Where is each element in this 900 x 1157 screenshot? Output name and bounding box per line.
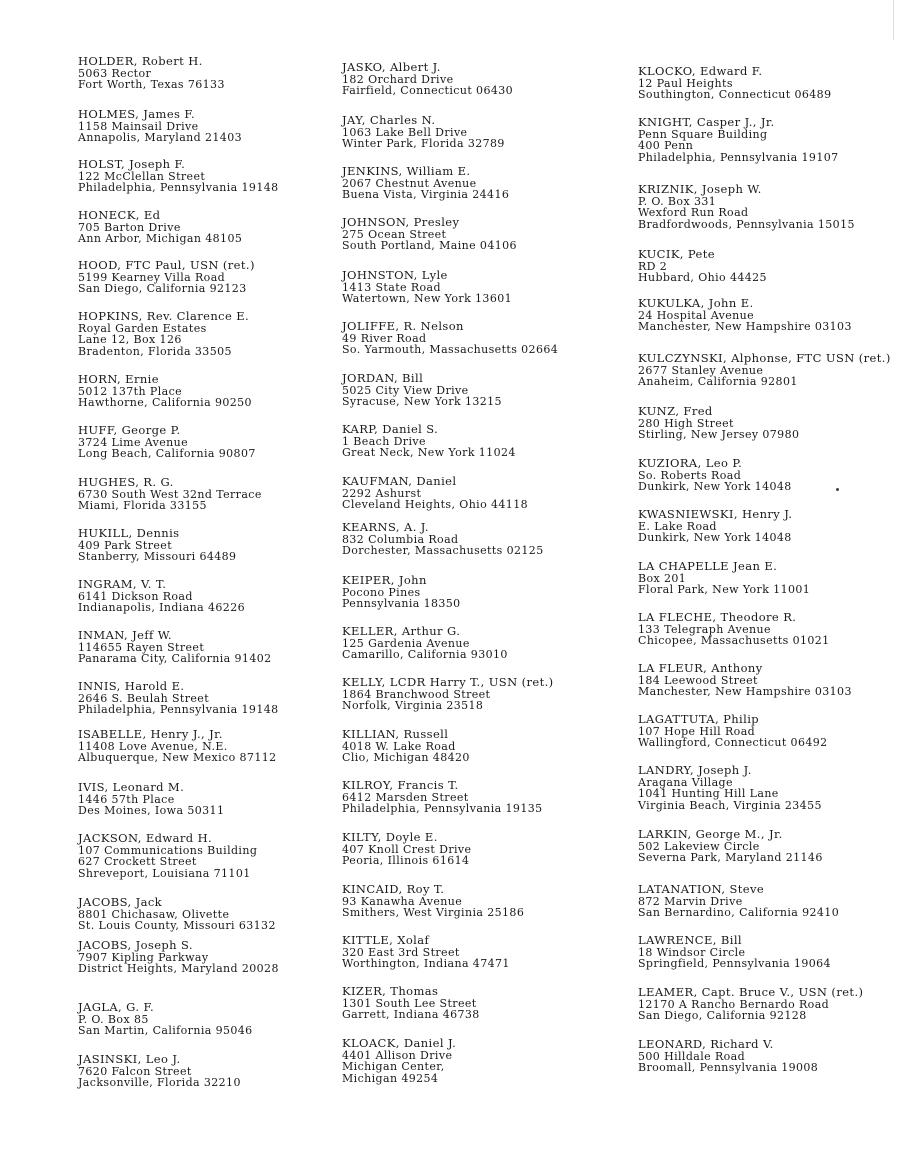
entry-address: 2646 S. Beulah Street [78,691,210,705]
entry-city: Philadelphia, Pennsylvania 19148 [78,703,279,716]
entry-city: Philadelphia, Pennsylvania 19107 [638,150,839,164]
entry-city: Bradenton, Florida 33505 [78,344,232,358]
entry-address: 1864 Branchwood Street [342,687,491,701]
entry-name: HOOD, FTC Paul, USN (ret.) [78,258,255,272]
entry-address: 12170 A Rancho Bernardo Road [638,997,830,1011]
entry-city: Shreveport, Louisiana 71101 [78,866,251,880]
entry-name: IVIS, Leonard M. [78,780,185,794]
directory-entry [638,353,891,388]
directory-entry [78,260,255,295]
directory-entry [78,630,272,665]
directory-entry [78,425,256,460]
entry-name: KAUFMAN, Daniel [342,474,457,488]
entry-city: Michigan 49254 [342,1071,439,1085]
entry-address: 4018 W. Lake Road [342,739,456,753]
entry-name: JAGLA, G. F. [78,1000,155,1014]
entry-name: KEIPER, John [342,573,427,587]
entry-address: 400 Penn [638,139,694,152]
ink-speck [836,488,839,491]
entry-address: 2292 Ashurst [342,486,422,500]
directory-entry [342,115,505,150]
entry-address: 1301 South Lee Street [342,996,477,1010]
entry-name: ISABELLE, Henry J., Jr. [78,727,223,741]
entry-name: KLOACK, Daniel J. [342,1036,457,1050]
entry-address: 407 Knoll Crest Drive [342,842,472,856]
entry-city: Buena Vista, Virginia 24416 [342,188,510,201]
directory-entry [638,249,767,284]
entry-name: KITTLE, Xolaf [342,933,430,947]
entry-city: Virginia Beach, Virginia 23455 [638,798,822,812]
entry-city: Jacksonville, Florida 32210 [78,1076,241,1089]
entry-name: HOLST, Joseph F. [78,157,186,171]
entry-city: Dunkirk, New York 14048 [638,480,792,493]
directory-entry [342,780,543,815]
directory-entry [638,765,822,811]
directory-entry [638,509,792,544]
entry-city: Panarama City, California 91402 [78,652,272,665]
entry-name: INNIS, Harold E. [78,679,185,693]
entry-name: LA FLEUR, Anthony [638,661,763,675]
entry-city: Syracuse, New York 13215 [342,395,502,408]
entry-name: JOLIFFE, R. Nelson [342,319,464,333]
entry-address: 6141 Dickson Road [78,589,193,603]
entry-address: 1413 State Road [342,280,441,294]
directory-entry [78,579,245,614]
directory-entry [78,311,249,357]
entry-name: JACOBS, Joseph S. [78,938,193,952]
entry-address: 5012 137th Place [78,384,183,398]
entry-address: 182 Orchard Drive [342,72,454,86]
directory-entry [638,935,831,970]
entry-city: Long Beach, California 90807 [78,447,256,460]
entry-address: 24 Hospital Avenue [638,308,755,322]
entry-name: HOLMES, James F. [78,107,196,121]
entry-address: Wexford Run Road [638,206,749,219]
entry-address: 5199 Kearney Villa Road [78,270,226,284]
directory-entry [78,1002,253,1037]
entry-name: KELLY, LCDR Harry T., USN (ret.) [342,675,554,689]
entry-city: Wallingford, Connecticut 06492 [638,736,828,749]
directory-entry [78,477,262,512]
directory-entry [78,833,257,879]
directory-entry [342,626,508,661]
entry-address: 872 Marvin Drive [638,894,743,908]
directory-entry [638,184,855,230]
entry-address: 107 Communications Building [78,843,258,857]
directory-entry [342,522,544,557]
entry-name: KINCAID, Roy T. [342,882,445,896]
entry-city: Albuquerque, New Mexico 87112 [78,751,277,764]
entry-name: JENKINS, William E. [342,164,471,178]
entry-name: JAY, Charles N. [342,113,436,127]
entry-city: Worthington, Indiana 47471 [342,957,510,970]
entry-address: 125 Gardenia Avenue [342,636,470,650]
entry-name: KUKULKA, John E. [638,296,754,310]
directory-entry [78,109,242,144]
entry-city: Manchester, New Hampshire 03103 [638,685,852,698]
entry-name: KILLIAN, Russell [342,727,449,741]
directory-entry [638,987,863,1022]
entry-city: San Diego, California 92128 [638,1009,807,1022]
directory-entry [342,217,517,252]
entry-city: Dunkirk, New York 14048 [638,531,792,544]
entry-address: 500 Hilldale Road [638,1049,746,1063]
entry-name: HUKILL, Dennis [78,526,180,540]
entry-name: KLOCKO, Edward F. [638,64,763,78]
entry-address: 133 Telegraph Avenue [638,622,771,636]
entry-address: Penn Square Building [638,127,768,141]
directory-entry [342,884,524,919]
entry-address: 7620 Falcon Street [78,1064,192,1078]
entry-address: 4401 Allison Drive [342,1048,453,1062]
directory-entry [342,677,554,712]
entry-city: San Martin, California 95046 [78,1024,253,1037]
entry-city: Des Moines, Iowa 50311 [78,804,225,817]
entry-address: 5063 Rector [78,66,152,80]
directory-entry [78,897,276,932]
entry-name: INMAN, Jeff W. [78,628,172,642]
entry-city: Stirling, New Jersey 07980 [638,428,800,441]
directory-entry [638,612,830,647]
entry-address: 184 Leewood Street [638,673,758,687]
entry-address: 93 Kanawha Avenue [342,894,463,908]
entry-name: KIZER, Thomas [342,984,439,998]
entry-address: 1041 Hunting Hill Lane [638,787,779,800]
entry-name: KARP, Daniel S. [342,422,439,436]
entry-city: Chicopee, Massachusetts 01021 [638,634,830,647]
directory-entry [342,729,470,764]
entry-city: Springfield, Pennsylvania 19064 [638,957,831,970]
entry-city: San Bernardino, California 92410 [638,906,840,919]
entry-address: Box 201 [638,571,687,585]
entry-address: Lane 12, Box 126 [78,333,182,346]
entry-address: 2067 Chestnut Avenue [342,176,477,190]
directory-entry [638,458,792,493]
entry-name: KUNZ, Fred [638,404,713,418]
entry-name: LA FLECHE, Theodore R. [638,610,797,624]
entry-name: KILTY, Doyle E. [342,830,438,844]
entry-name: JOHNSON, Presley [342,215,460,229]
entry-address: 8801 Chichasaw, Olivette [78,907,230,921]
directory-entry [638,714,828,749]
entry-address: 18 Windsor Circle [638,945,746,959]
entry-name: HUGHES, R. G. [78,475,174,489]
entry-address: 2677 Stanley Avenue [638,363,764,377]
entry-city: Pennsylvania 18350 [342,597,461,610]
directory-entry [638,663,852,698]
entry-city: Fort Worth, Texas 76133 [78,78,225,91]
directory-entry [342,1038,456,1084]
directory-entry [342,476,528,511]
entry-name: KILROY, Francis T. [342,778,459,792]
directory-entry [342,986,480,1021]
directory-entry [342,270,512,305]
entry-name: KELLER, Arthur G. [342,624,461,638]
entry-address: 705 Barton Drive [78,220,181,234]
entry-address: 275 Ocean Street [342,227,447,241]
entry-address: P. O. Box 331 [638,194,717,208]
directory-entry [342,935,510,970]
entry-address: E. Lake Road [638,519,717,533]
entry-city: Fairfield, Connecticut 06430 [342,84,514,97]
directory-entry [638,1039,818,1074]
entry-name: HOPKINS, Rev. Clarence E. [78,309,250,323]
entry-name: JACKSON, Edward H. [78,831,213,845]
entry-city: Severna Park, Maryland 21146 [638,851,823,864]
directory-entry [638,884,839,919]
entry-name: LEONARD, Richard V. [638,1037,774,1051]
entry-address: 5025 City View Drive [342,383,469,397]
entry-address: 1158 Mainsail Drive [78,119,199,133]
entry-name: KWASNIEWSKI, Henry J. [638,507,793,521]
directory-entry [78,159,279,194]
entry-city: San Diego, California 92123 [78,282,247,295]
entry-city: Norfolk, Virginia 23518 [342,699,484,712]
entry-name: LAGATTUTA, Philip [638,712,760,726]
entry-address: 11408 Love Avenue, N.E. [78,739,228,753]
entry-city: Clio, Michigan 48420 [342,751,470,764]
entry-name: LEAMER, Capt. Bruce V., USN (ret.) [638,985,864,999]
entry-name: KUZIORA, Leo P. [638,456,743,470]
entry-city: Philadelphia, Pennsylvania 19148 [78,181,279,194]
directory-entry [342,424,516,459]
entry-address: Aragana Village [638,775,733,789]
directory-entry [78,681,279,716]
entry-city: Hubbard, Ohio 44425 [638,271,767,284]
entry-name: HUFF, George P. [78,423,181,437]
entry-address: 49 River Road [342,331,427,345]
entry-city: Peoria, Illinois 61614 [342,854,470,867]
entry-city: Philadelphia, Pennsylvania 19135 [342,802,543,815]
entry-name: LANDRY, Joseph J. [638,763,752,777]
entry-city: Great Neck, New York 11024 [342,446,516,459]
entry-address: 1 Beach Drive [342,434,426,448]
entry-city: Michigan Center, [342,1060,445,1073]
entry-address: So. Roberts Road [638,468,742,482]
entry-name: KUCIK, Pete [638,247,715,261]
entry-name: JASINSKI, Leo J. [78,1052,181,1066]
entry-address: 409 Park Street [78,538,173,552]
entry-city: Southington, Connecticut 06489 [638,88,832,101]
entry-city: Indianapolis, Indiana 46226 [78,601,246,614]
entry-city: Manchester, New Hampshire 03103 [638,320,852,333]
entry-name: HORN, Ernie [78,372,159,386]
directory-entry [78,1054,241,1089]
entry-name: LATANATION, Steve [638,882,765,896]
entry-name: LA CHAPELLE Jean E. [638,559,778,573]
directory-entry [342,166,509,201]
entry-city: Cleveland Heights, Ohio 44118 [342,498,529,511]
entry-city: Anaheim, California 92801 [638,375,798,388]
entry-name: JASKO, Albert J. [342,60,441,74]
directory-entry [78,729,277,764]
entry-name: HONECK, Ed [78,208,161,222]
entry-name: LARKIN, George M., Jr. [638,827,783,841]
entry-city: Dorchester, Massachusetts 02125 [342,544,544,557]
directory-entry [342,832,471,867]
entry-city: Winter Park, Florida 32789 [342,137,505,150]
entry-address: RD 2 [638,259,668,273]
entry-address: 107 Hope Hill Road [638,724,756,738]
entry-city: So. Yarmouth, Massachusetts 02664 [342,343,559,356]
entry-address: 280 High Street [638,416,734,430]
directory-entry [638,298,852,333]
entry-address: 1063 Lake Bell Drive [342,125,468,139]
entry-name: HOLDER, Robert H. [78,54,203,68]
entry-address: 114655 Rayen Street [78,640,205,654]
entry-city: Smithers, West Virginia 25186 [342,906,525,919]
entry-address: 832 Columbia Road [342,532,459,546]
entry-city: Bradfordwoods, Pennsylvania 15015 [638,217,855,231]
entry-name: JOHNSTON, Lyle [342,268,448,282]
entry-name: INGRAM, V. T. [78,577,167,591]
entry-name: JORDAN, Bill [342,371,424,385]
directory-entry [342,373,502,408]
entry-city: Annapolis, Maryland 21403 [78,131,242,144]
entry-address: 502 Lakeview Circle [638,839,760,853]
directory-entry [342,62,513,97]
entry-address: 6412 Marsden Street [342,790,469,804]
page-edge-mark [893,0,894,40]
entry-city: Floral Park, New York 11001 [638,583,811,596]
directory-entry [638,561,810,596]
entry-address: 12 Paul Heights [638,76,733,90]
entry-city: Ann Arbor, Michigan 48105 [78,232,243,245]
entry-city: Watertown, New York 13601 [342,292,513,305]
directory-entry [638,406,799,441]
entry-city: St. Louis County, Missouri 63132 [78,919,276,932]
entry-address: 3724 Lime Avenue [78,435,189,449]
entry-name: KEARNS, A. J. [342,520,429,534]
entry-city: Camarillo, California 93010 [342,648,508,661]
directory-entry [638,117,839,163]
entry-city: District Heights, Maryland 20028 [78,962,279,975]
entry-name: KULCZYNSKI, Alphonse, FTC USN (ret.) [638,351,891,365]
entry-city: Garrett, Indiana 46738 [342,1008,480,1021]
entry-address: 7907 Kipling Parkway [78,950,209,964]
directory-entry [342,321,558,356]
directory-entry [78,782,224,817]
entry-address: Pocono Pines [342,585,421,599]
entry-address: 1446 57th Place [78,792,175,806]
directory-entry [78,374,252,409]
entry-address: P. O. Box 85 [78,1012,149,1026]
directory-entry [78,528,236,563]
entry-city: Hawthorne, California 90250 [78,396,252,409]
entry-city: South Portland, Maine 04106 [342,239,517,252]
entry-name: JACOBS, Jack [78,895,163,909]
directory-entry [78,56,225,91]
entry-city: Broomall, Pennsylvania 19008 [638,1061,819,1074]
entry-address: 627 Crockett Street [78,855,197,868]
entry-address: 122 McClellan Street [78,169,206,183]
entry-name: KRIZNIK, Joseph W. [638,182,762,196]
entry-name: KNIGHT, Casper J., Jr. [638,115,775,129]
directory-entry [638,66,831,101]
entry-name: LAWRENCE, Bill [638,933,743,947]
directory-entry [78,210,242,245]
directory-entry [78,940,279,975]
entry-address: 6730 South West 32nd Terrace [78,487,262,501]
entry-city: Stanberry, Missouri 64489 [78,550,237,563]
entry-city: Miami, Florida 33155 [78,499,207,512]
directory-entry [342,575,461,610]
entry-address: Royal Garden Estates [78,321,207,335]
directory-entry [638,829,823,864]
entry-address: 320 East 3rd Street [342,945,460,959]
